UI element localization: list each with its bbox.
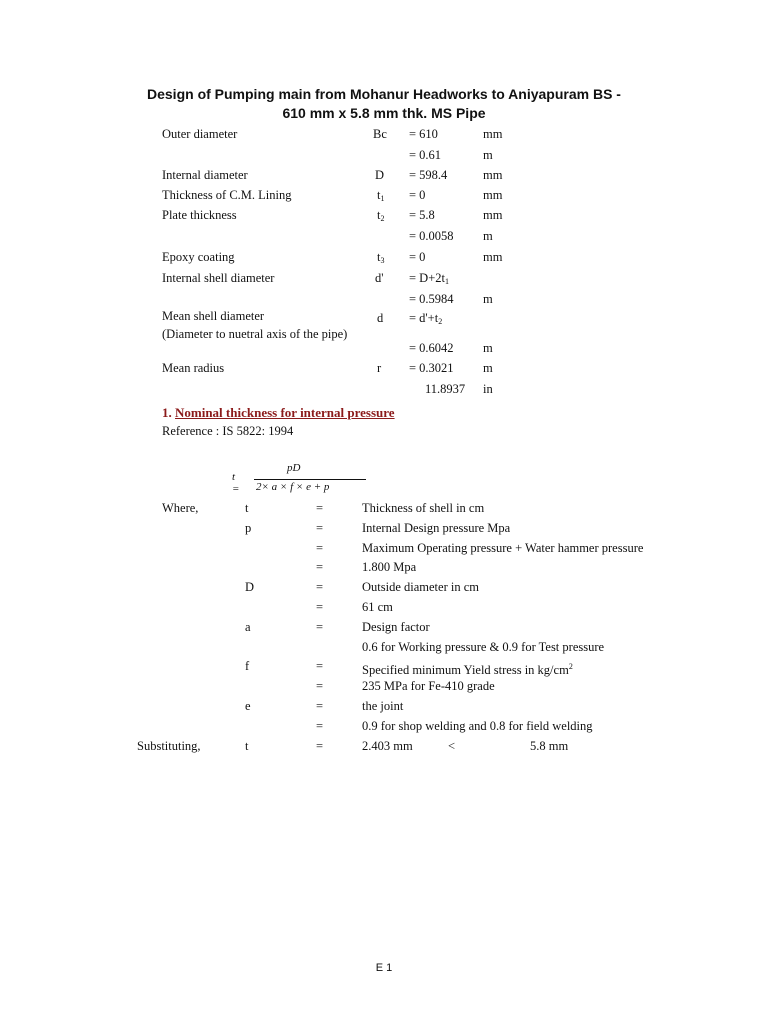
where-description — [362, 719, 593, 734]
internal-diameter-value: = 598.4 — [409, 168, 448, 182]
where-description — [362, 620, 430, 635]
reference-text: Reference : IS 5822: 1994 — [162, 424, 294, 438]
shell-diameter-unit-m: m — [483, 292, 493, 306]
where-description-text: Design factor — [362, 620, 430, 634]
where-description — [362, 640, 604, 655]
where-description — [362, 699, 403, 714]
epoxy-coating-label: Epoxy coating — [162, 250, 235, 264]
mean-radius-unit: m — [483, 361, 493, 375]
mean-shell-diameter-note: (Diameter to nuetral axis of the pipe) — [162, 327, 348, 341]
outer-diameter-symbol: Bc — [373, 127, 387, 141]
lining-thickness-value: = 0 — [409, 188, 426, 202]
where-description-text: Maximum Operating pressure + Water hammer pressure — [362, 541, 644, 555]
outer-diameter-value: = 610 — [409, 127, 438, 141]
lining-thickness-unit: mm — [483, 188, 503, 202]
result-equals: = — [316, 739, 324, 753]
where-equals: = — [316, 659, 324, 673]
page-title-line1: Design of Pumping main from Mohanur Headworks to Aniyapuram BS - — [147, 86, 621, 102]
result-comparison: < — [448, 739, 456, 753]
section-title: Nominal thickness for internal pressure — [175, 405, 395, 420]
unit-superscript: 2 — [568, 662, 573, 671]
where-description — [362, 541, 643, 556]
outer-diameter-unit-m: m — [483, 148, 493, 162]
plate-thickness-unit-m: m — [483, 229, 493, 243]
where-equals: = — [316, 620, 324, 634]
result-value: 2.403 mm — [362, 739, 413, 753]
shell-diameter-label: Internal shell diameter — [162, 271, 275, 285]
where-equals: = — [316, 699, 324, 713]
epoxy-coating-unit: mm — [483, 250, 503, 264]
plate-thickness-symbol: $t_2$ — [377, 208, 385, 223]
mean-shell-diameter-unit-m: m — [483, 341, 493, 355]
where-description-text: 0.6 for Working pressure & 0.9 for Test pressure — [362, 640, 605, 654]
mean-radius-value: = 0.3021 — [409, 361, 454, 375]
where-description — [362, 580, 479, 595]
where-description-text: Thickness of shell in cm — [362, 501, 485, 515]
where-description — [362, 659, 573, 678]
outer-diameter-unit: mm — [483, 127, 503, 141]
mean-shell-diameter-value: = $d'+t_2$ — [409, 311, 443, 326]
where-symbol: p — [245, 521, 252, 535]
lining-thickness-label: Thickness of C.M. Lining — [162, 188, 292, 202]
formula-lhs: t = — [232, 471, 240, 495]
where-description-text: 1.800 Mpa — [362, 560, 417, 574]
mean-radius-symbol: r — [377, 361, 382, 375]
where-equals: = — [316, 580, 324, 594]
where-description — [362, 521, 510, 536]
where-symbol: t — [245, 501, 249, 515]
lining-thickness-symbol: $t_1$ — [377, 188, 385, 203]
where-description — [362, 679, 495, 694]
formula-numerator: pD — [287, 462, 301, 474]
where-description-text: 0.9 for shop welding and 0.8 for field welding — [362, 719, 593, 733]
where-description-text: Internal Design pressure Mpa — [362, 521, 511, 535]
where-equals: = — [316, 719, 324, 733]
mean-shell-diameter-symbol: d — [377, 311, 384, 325]
page-title-line2: 610 mm x 5.8 mm thk. MS Pipe — [282, 105, 486, 121]
result-symbol: t — [245, 739, 249, 753]
mean-shell-diameter-label: Mean shell diameter — [162, 309, 265, 323]
shell-diameter-value: = $D+2t_1$ — [409, 271, 449, 286]
where-description — [362, 501, 484, 516]
plate-thickness-value: = 5.8 — [409, 208, 435, 222]
fraction-bar — [254, 479, 366, 480]
internal-diameter-unit: mm — [483, 168, 503, 182]
where-equals: = — [316, 679, 324, 693]
where-symbol: a — [245, 620, 251, 634]
mean-radius-unit-in: in — [483, 382, 493, 396]
where-label: Where, — [162, 501, 199, 515]
mean-radius-label: Mean radius — [162, 361, 225, 375]
where-description-text: the joint — [362, 699, 404, 713]
mean-radius-value-in: 11.8937 — [425, 382, 466, 396]
where-equals: = — [316, 560, 324, 574]
shell-diameter-value-m: = 0.5984 — [409, 292, 454, 306]
result-limit: 5.8 mm — [530, 739, 569, 753]
epoxy-coating-value: = 0 — [409, 250, 426, 264]
where-equals: = — [316, 521, 324, 535]
page-footer: E 1 — [375, 962, 393, 974]
where-description-text: Outside diameter in cm — [362, 580, 479, 594]
where-description — [362, 600, 393, 615]
where-equals: = — [316, 541, 324, 555]
where-equals: = — [316, 600, 324, 614]
where-description-text: Specified minimum Yield stress in kg/cm — [362, 663, 569, 677]
where-equals: = — [316, 501, 324, 515]
outer-diameter-value-m: = 0.61 — [409, 148, 442, 162]
substituting-label: Substituting, — [137, 739, 201, 753]
mean-shell-diameter-value-m: = 0.6042 — [409, 341, 454, 355]
plate-thickness-label: Plate thickness — [162, 208, 237, 222]
section-number: 1. — [162, 405, 172, 420]
outer-diameter-label: Outer diameter — [162, 127, 238, 141]
where-symbol: e — [245, 699, 251, 713]
internal-diameter-symbol: D — [375, 168, 385, 182]
plate-thickness-value-m: = 0.0058 — [409, 229, 454, 243]
where-description — [362, 560, 416, 575]
section-heading — [162, 405, 395, 421]
where-description-text: 61 cm — [362, 600, 393, 614]
shell-diameter-symbol: d' — [375, 271, 384, 285]
where-symbol: f — [245, 659, 250, 673]
internal-diameter-label: Internal diameter — [162, 168, 248, 182]
formula-denominator: 2× a × f × e + p — [256, 481, 330, 493]
where-symbol: D — [245, 580, 255, 594]
epoxy-coating-symbol: $t_3$ — [377, 250, 385, 265]
plate-thickness-unit: mm — [483, 208, 503, 222]
where-description-text: 235 MPa for Fe-410 grade — [362, 679, 495, 693]
